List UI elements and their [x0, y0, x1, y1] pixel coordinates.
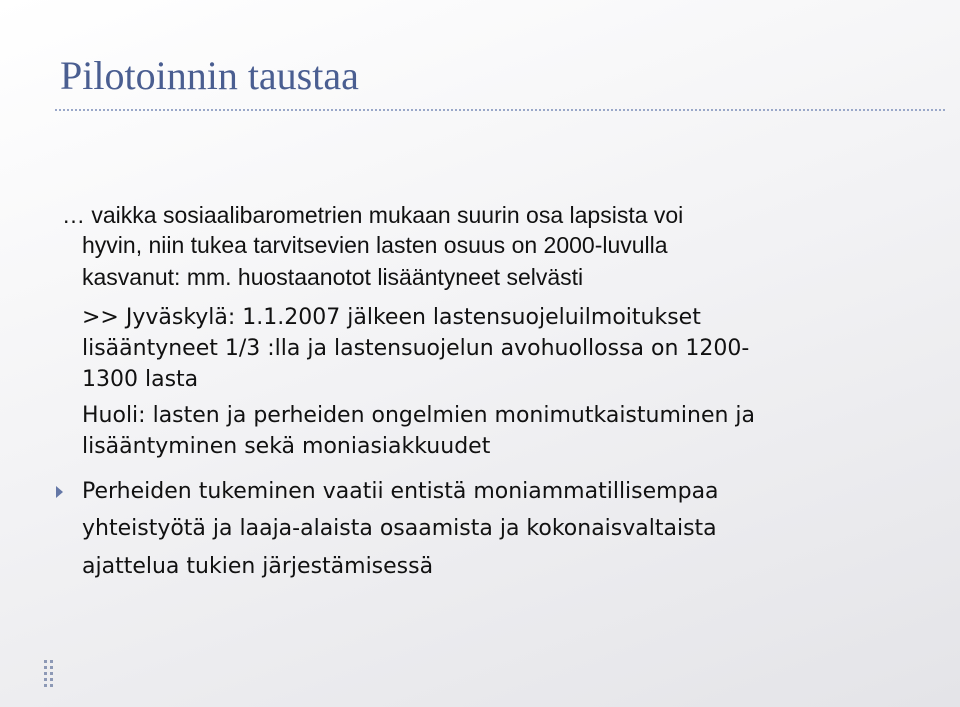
intro-line: hyvin, niin tukea tarvitsevien lasten osuus on 2000-luvulla: [82, 232, 668, 258]
slide-title: Pilotoinnin taustaa: [60, 53, 359, 98]
concern-line: Huoli: lasten ja perheiden ongelmien monimutkaistuminen ja: [82, 403, 756, 428]
concern-line: lisääntyminen sekä moniasiakkuudet: [82, 434, 491, 459]
jyvaskyla-line: 1300 lasta: [82, 367, 199, 392]
title-divider: [55, 109, 945, 111]
jyvaskyla-line: lisääntyneet 1/3 :lla ja lastensuojelun avohuollossa on 1200-: [82, 336, 750, 361]
jyvaskyla-line: >> Jyväskylä: 1.1.2007 jälkeen lastensuojeluilmoitukset: [82, 305, 701, 330]
intro-line: … vaikka sosiaalibarometrien mukaan suurin osa lapsista voi: [62, 202, 684, 228]
dot-pattern-icon: [44, 660, 58, 690]
intro-line: kasvanut: mm. huostaanotot lisääntyneet selvästi: [82, 264, 584, 290]
bullet-line: yhteistyötä ja laaja-alaista osaamista ja kokonaisvaltaista: [82, 516, 717, 541]
triangle-bullet-icon: [56, 486, 63, 498]
bullet-line: ajattelua tukien järjestämisessä: [82, 554, 434, 579]
bullet-line: Perheiden tukeminen vaatii entistä moniammatillisempaa: [82, 479, 719, 504]
